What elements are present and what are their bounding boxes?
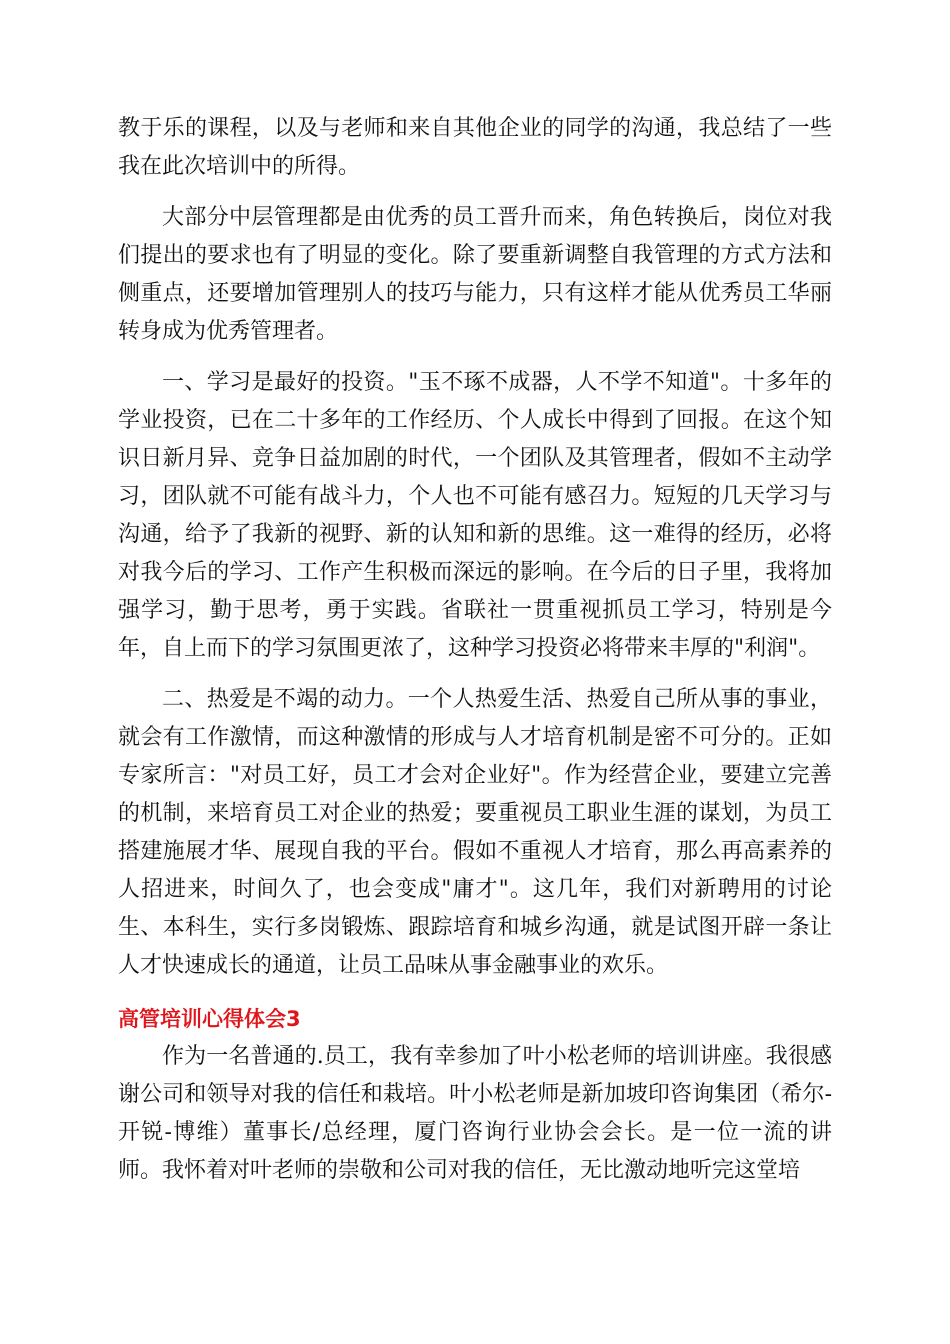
section-heading: 高管培训心得体会3	[118, 1007, 301, 1031]
paragraph-middle-management: 大部分中层管理都是由优秀的员工晋升而来，角色转换后，岗位对我们提出的要求也有了明显的变化。除了要重新调整自我管理的方式方法和侧重点，还要增加管理别人的技巧与能力，只有这样才能从优秀员工华丽转身成为优秀管理者。	[118, 205, 832, 344]
paragraph-passion: 二、热爱是不竭的动力。一个人热爱生活、热爱自己所从事的事业，就会有工作激情，而这种激情的形成与人才培育机制是密不可分的。正如专家所言："对员工好，员工才会对企业好"。作为经营企业，要建立完善的机制，来培育员工对企业的热爱；要重视员工职业生涯的谋划，为员工搭建施展才华、展现自我的平台。假如不重视人才培育，那么再高素养的人招进来，时间久了，也会变成"庸才"。这几年，我们对新聘用的讨论生、本科生，实行多岗锻炼、跟踪培育和城乡沟通，就是试图开辟一条让人才快速成长的通道，让员工品味从事金融事业的欢乐。	[118, 687, 832, 978]
paragraph-learning: 一、学习是最好的投资。"玉不琢不成器，人不学不知道"。十多年的学业投资，已在二十多年的工作经历、个人成长中得到了回报。在这个知识日新月异、竞争日益加剧的时代，一个团队及其管理者，假如不主动学习，团队就不可能有战斗力，个人也不可能有感召力。短短的几天学习与沟通，给予了我新的视野、新的认知和新的思维。这一难得的经历，必将对我今后的学习、工作产生积极而深远的影响。在今后的日子里，我将加强学习，勤于思考，勇于实践。省联社一贯重视抓员工学习，特别是今年，自上而下的学习氛围更浓了，这种学习投资必将带来丰厚的"利润"。	[118, 370, 832, 661]
document-page	[118, 110, 832, 1190]
paragraph-continuation: 教于乐的课程，以及与老师和来自其他企业的同学的沟通，我总结了一些我在此次培训中的所得。	[118, 116, 832, 179]
paragraph-training-lecture: 作为一名普通的.员工，我有幸参加了叶小松老师的培训讲座。我很感谢公司和领导对我的信任和栽培。叶小松老师是新加坡印咨询集团（希尔-开锐-博维）董事长/总经理，厦门咨询行业协会会长。是一位一流的讲师。我怀着对叶老师的崇敬和公司对我的信任，无比激动地听完这堂培	[118, 1044, 832, 1183]
